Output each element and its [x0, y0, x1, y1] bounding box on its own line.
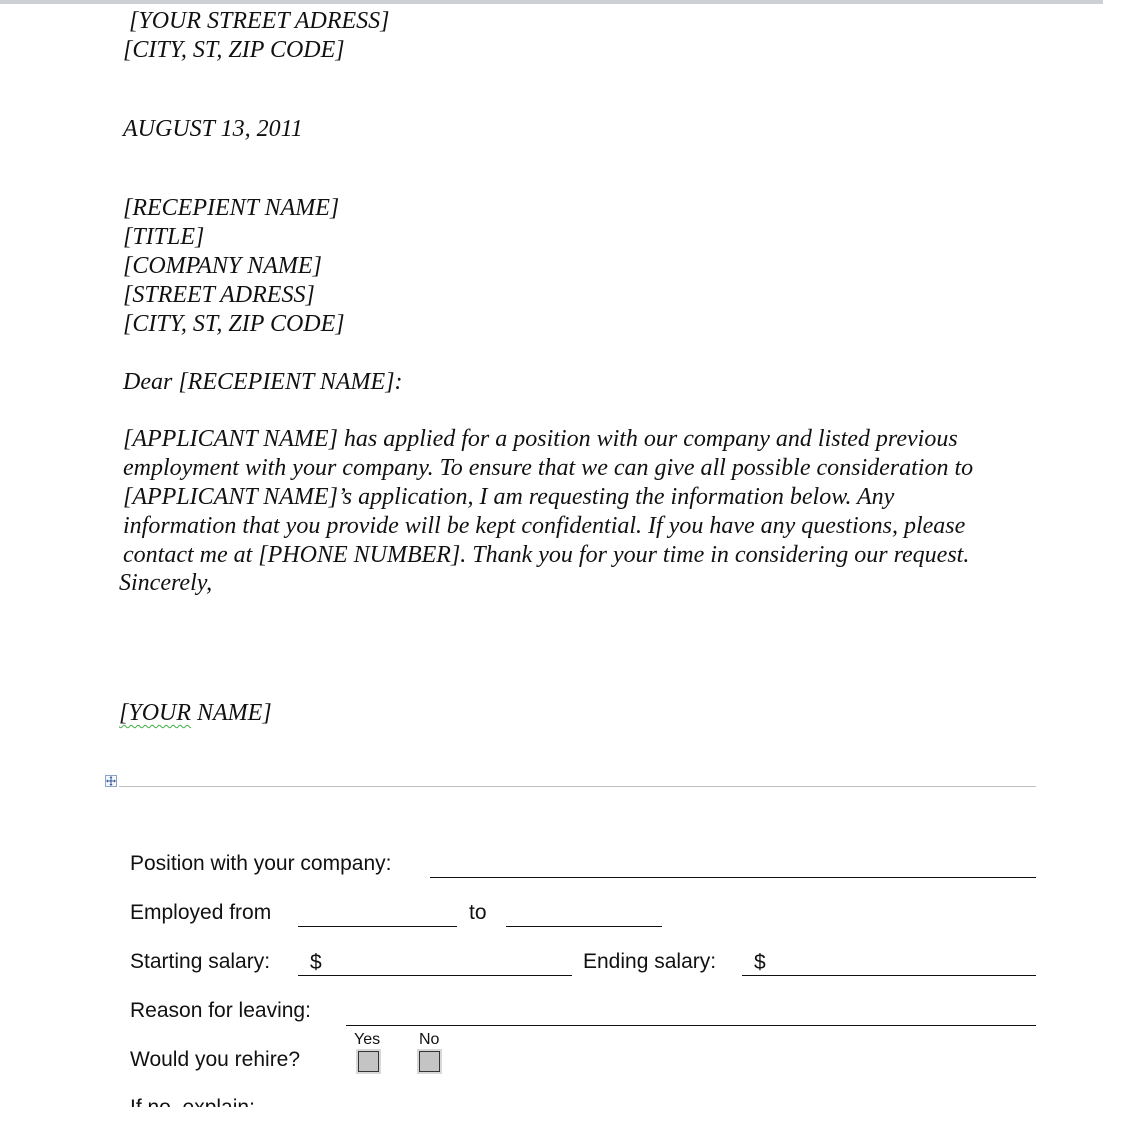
ending-salary-field[interactable]: $	[742, 952, 1036, 976]
closing: Sincerely,	[119, 570, 213, 596]
starting-salary-label: Starting salary:	[130, 950, 271, 973]
recipient-city: [CITY, ST, ZIP CODE]	[123, 311, 345, 337]
employed-to-field[interactable]	[506, 903, 662, 927]
recipient-street: [STREET ADRESS]	[123, 282, 315, 308]
employed-from-label: Employed from	[130, 901, 272, 924]
rehire-yes-label: Yes	[354, 1031, 381, 1048]
table-top-border	[119, 786, 1036, 787]
employed-from-field[interactable]	[298, 903, 457, 927]
reason-label: Reason for leaving:	[130, 999, 311, 1022]
move-arrows-icon	[106, 776, 116, 786]
signature-first-word[interactable]: [YOUR	[119, 700, 192, 726]
viewport-clip	[0, 1107, 1130, 1138]
letter-date: AUGUST 13, 2011	[123, 116, 303, 142]
position-field[interactable]	[430, 854, 1036, 878]
sender-city: [CITY, ST, ZIP CODE]	[123, 37, 345, 63]
signature-rest: NAME]	[191, 700, 272, 726]
sender-street: [YOUR STREET ADRESS]	[129, 8, 390, 34]
rehire-yes-checkbox[interactable]	[358, 1051, 379, 1072]
rehire-label: Would you rehire?	[130, 1048, 301, 1071]
employed-to-label: to	[469, 901, 487, 924]
letter-body	[123, 425, 1033, 570]
recipient-company: [COMPANY NAME]	[123, 253, 322, 279]
table-move-handle[interactable]	[105, 775, 117, 787]
position-label: Position with your company:	[130, 852, 392, 875]
signature	[119, 699, 272, 728]
body-line: [APPLICANT NAME]’s application, I am requesting the information below. Any	[123, 484, 895, 510]
rehire-no-checkbox[interactable]	[419, 1051, 440, 1072]
body-line: [APPLICANT NAME] has applied for a position with our company and listed previous	[123, 426, 958, 452]
body-line: employment with your company. To ensure that we can give all possible consideration to	[123, 455, 974, 481]
rehire-no-label: No	[419, 1031, 440, 1048]
reason-field[interactable]	[346, 1002, 1036, 1026]
salutation: Dear [RECEPIENT NAME]:	[123, 369, 403, 395]
window-top-edge	[0, 0, 1103, 4]
body-line: information that you provide will be kept confidential. If you have any questions, please	[123, 513, 966, 539]
ending-salary-label: Ending salary:	[583, 950, 717, 973]
body-line: contact me at [PHONE NUMBER]. Thank you for your time in considering our request.	[123, 542, 970, 568]
starting-salary-field[interactable]: $	[298, 952, 572, 976]
recipient-title: [TITLE]	[123, 224, 205, 250]
recipient-name: [RECEPIENT NAME]	[123, 195, 340, 221]
